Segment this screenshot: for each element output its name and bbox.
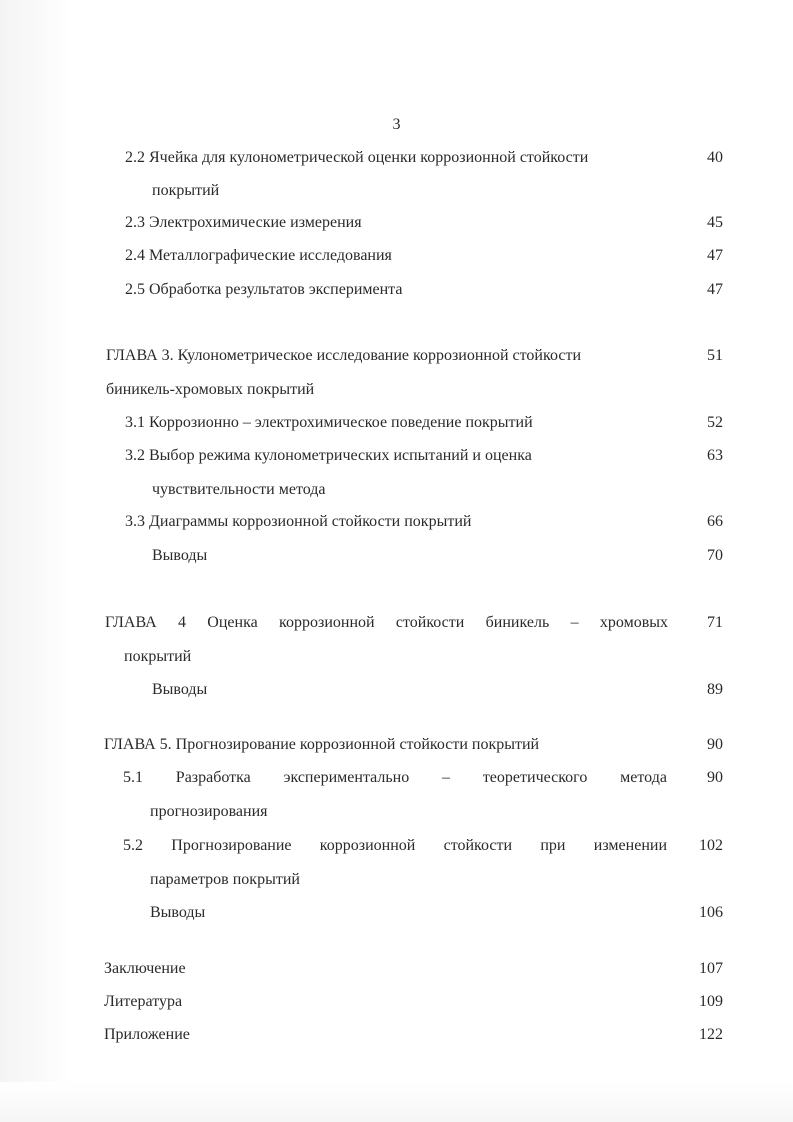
toc-chapter-4-word: 4: [177, 614, 186, 631]
toc-entry-5-1-line2: прогнозирования: [150, 803, 268, 820]
toc-chapter-4-line2: покрытий: [124, 648, 192, 665]
toc-entry-5-1-word: Разработка: [175, 769, 251, 786]
toc-page-2-3: 45: [707, 214, 723, 231]
toc-page-3-2: 63: [707, 447, 723, 464]
toc-chapter-4-word: биникель: [485, 614, 550, 631]
toc-entry-2-2-line1: 2.2 Ячейка для кулонометрической оценки коррозионной стойкости: [125, 149, 589, 166]
toc-page-2-4: 47: [707, 247, 723, 264]
toc-literature: Литература: [104, 993, 183, 1010]
toc-entry-5-2-word: при: [540, 837, 566, 854]
scan-shadow-left: [0, 0, 70, 1122]
toc-chapter-5: ГЛАВА 5. Прогнозирование коррозионной стойкости покрытий: [104, 736, 540, 753]
toc-entry-2-2-line2: покрытий: [152, 182, 220, 199]
toc-page-chapter-5-conclusions: 106: [699, 904, 723, 921]
toc-entry-5-2-line1: [123, 836, 667, 856]
toc-chapter-4-conclusions: Выводы: [152, 681, 208, 698]
toc-entry-5-1-word: метода: [620, 769, 667, 786]
toc-chapter-4-word: ГЛАВА: [105, 614, 157, 631]
toc-page-chapter-4: 71: [707, 614, 723, 631]
toc-chapter-4-word: стойкости: [395, 614, 465, 631]
toc-page-5-1: 90: [707, 769, 723, 786]
toc-entry-3-1: 3.1 Коррозионно – электрохимическое поведение покрытий: [125, 414, 533, 431]
toc-chapter-4-line1: [105, 613, 668, 633]
toc-entry-5-1-word: теоретического: [482, 769, 588, 786]
toc-entry-3-3: 3.3 Диаграммы коррозионной стойкости покрытий: [125, 513, 472, 530]
toc-entry-5-2-word: коррозионной: [319, 837, 416, 854]
toc-page-chapter-3: 51: [707, 347, 723, 364]
toc-entry-5-2-line2: параметров покрытий: [150, 871, 300, 888]
toc-chapter-3-line1: ГЛАВА 3. Кулонометрическое исследование коррозионной стойкости: [106, 347, 582, 364]
toc-entry-5-2-word: Прогнозирование: [171, 837, 292, 854]
toc-conclusion: Заключение: [104, 960, 186, 977]
toc-entry-5-1-word: –: [442, 769, 451, 786]
toc-page-3-1: 52: [707, 414, 723, 431]
toc-entry-5-1-line1: [123, 768, 667, 788]
toc-page-conclusion: 107: [699, 960, 723, 977]
toc-chapter-4-word: коррозионной: [279, 614, 375, 631]
toc-chapter-3-conclusions: Выводы: [152, 547, 208, 564]
toc-entry-3-2-line1: 3.2 Выбор режима кулонометрических испытаний и оценка: [125, 447, 532, 464]
toc-chapter-4-word: хромовых: [599, 614, 668, 631]
toc-entry-3-2-line2: чувствительности метода: [152, 481, 326, 498]
toc-page-appendix: 122: [699, 1026, 723, 1043]
toc-chapter-3-line2: биникель-хромовых покрытий: [106, 381, 315, 398]
toc-appendix: Приложение: [104, 1026, 190, 1043]
toc-page-literature: 109: [699, 993, 723, 1010]
toc-chapter-4-word: –: [570, 614, 579, 631]
toc-entry-2-3: 2.3 Электрохимические измерения: [125, 214, 362, 231]
toc-page-5-2: 102: [699, 837, 723, 854]
toc-entry-5-2-word: изменении: [593, 837, 667, 854]
toc-entry-5-1-word: 5.1: [123, 769, 143, 786]
toc-page-3-3: 66: [707, 513, 723, 530]
toc-entry-5-2-word: стойкости: [443, 837, 513, 854]
toc-chapter-5-conclusions: Выводы: [150, 904, 206, 921]
toc-page-chapter-3-conclusions: 70: [707, 547, 723, 564]
page-number: 3: [392, 116, 401, 133]
scan-shadow-bottom: [0, 1082, 793, 1122]
toc-entry-2-5: 2.5 Обработка результатов эксперимента: [125, 281, 403, 298]
toc-page-chapter-4-conclusions: 89: [707, 681, 723, 698]
toc-entry-5-2-word: 5.2: [123, 837, 143, 854]
toc-entry-2-4: 2.4 Металлографические исследования: [125, 247, 392, 264]
toc-page-chapter-5: 90: [707, 736, 723, 753]
toc-page-2-5: 47: [707, 281, 723, 298]
toc-entry-5-1-word: экспериментально: [283, 769, 410, 786]
toc-chapter-4-word: Оценка: [207, 614, 258, 631]
toc-page-2-2: 40: [707, 149, 723, 166]
